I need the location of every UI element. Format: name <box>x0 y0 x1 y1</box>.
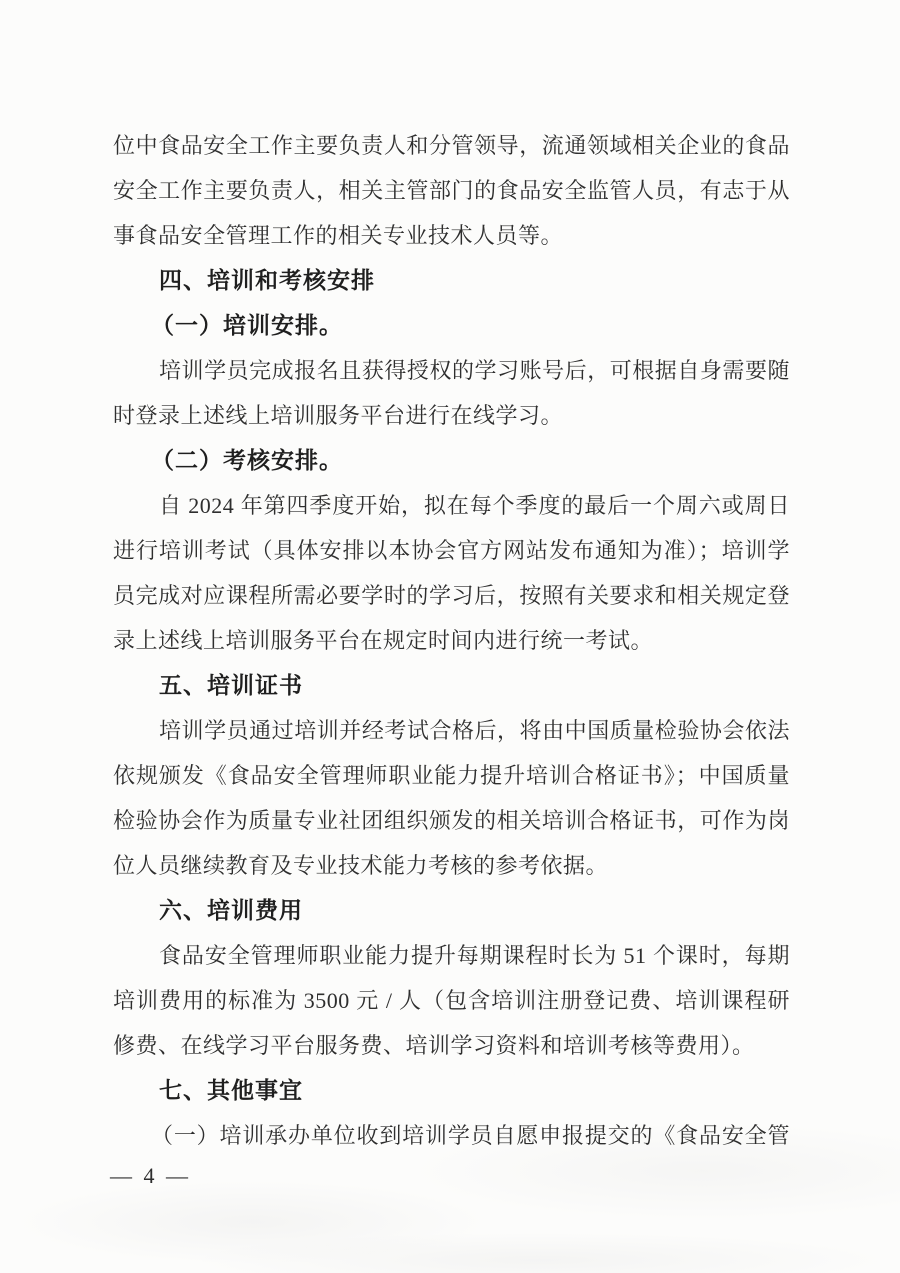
body-line: 依规颁发《食品安全管理师职业能力提升培训合格证书》；中国质量 <box>113 763 790 788</box>
body-line: 食品安全管理师职业能力提升每期课程时长为 51 个课时，每期 <box>159 943 790 968</box>
section-heading-7: 七、其他事宜 <box>159 1077 303 1103</box>
body-line: 培训学员完成报名且获得授权的学习账号后，可根据自身需要随 <box>159 358 790 383</box>
body-line: 安全工作主要负责人，相关主管部门的食品安全监管人员，有志于从 <box>113 178 790 203</box>
body-line: 自 2024 年第四季度开始，拟在每个季度的最后一个周六或周日 <box>159 493 790 518</box>
body-line: 进行培训考试（具体安排以本协会官方网站发布通知为准）；培训学 <box>113 538 790 563</box>
sub-heading-4-2: （二）考核安排。 <box>151 448 343 473</box>
body-line: 修费、在线学习平台服务费、培训学习资料和培训考核等费用）。 <box>113 1033 755 1058</box>
body-line: 位人员继续教育及专业技术能力考核的参考依据。 <box>113 853 609 878</box>
body-line: 录上述线上培训服务平台在规定时间内进行统一考试。 <box>113 628 654 653</box>
body-line: 时登录上述线上培训服务平台进行在线学习。 <box>113 403 564 428</box>
document-body <box>113 123 790 1158</box>
body-line: 位中食品安全工作主要负责人和分管领导，流通领域相关企业的食品 <box>113 133 790 158</box>
section-heading-5: 五、培训证书 <box>159 672 303 698</box>
body-line: 培训学员通过培训并经考试合格后，将由中国质量检验协会依法 <box>159 718 790 743</box>
body-line: 培训费用的标准为 3500 元 / 人（包含培训注册登记费、培训课程研 <box>113 988 790 1013</box>
body-line: 检验协会作为质量专业社团组织颁发的相关培训合格证书，可作为岗 <box>113 808 790 833</box>
body-line: （一）培训承办单位收到培训学员自愿申报提交的《食品安全管 <box>151 1123 790 1148</box>
section-heading-6: 六、培训费用 <box>159 897 303 923</box>
sub-heading-4-1: （一）培训安排。 <box>151 313 343 338</box>
body-line: 事食品安全管理工作的相关专业技术人员等。 <box>113 223 564 248</box>
page-number: — 4 — <box>110 1163 191 1188</box>
body-line: 员完成对应课程所需必要学时的学习后，按照有关要求和相关规定登 <box>113 583 790 608</box>
section-heading-4: 四、培训和考核安排 <box>159 267 375 293</box>
